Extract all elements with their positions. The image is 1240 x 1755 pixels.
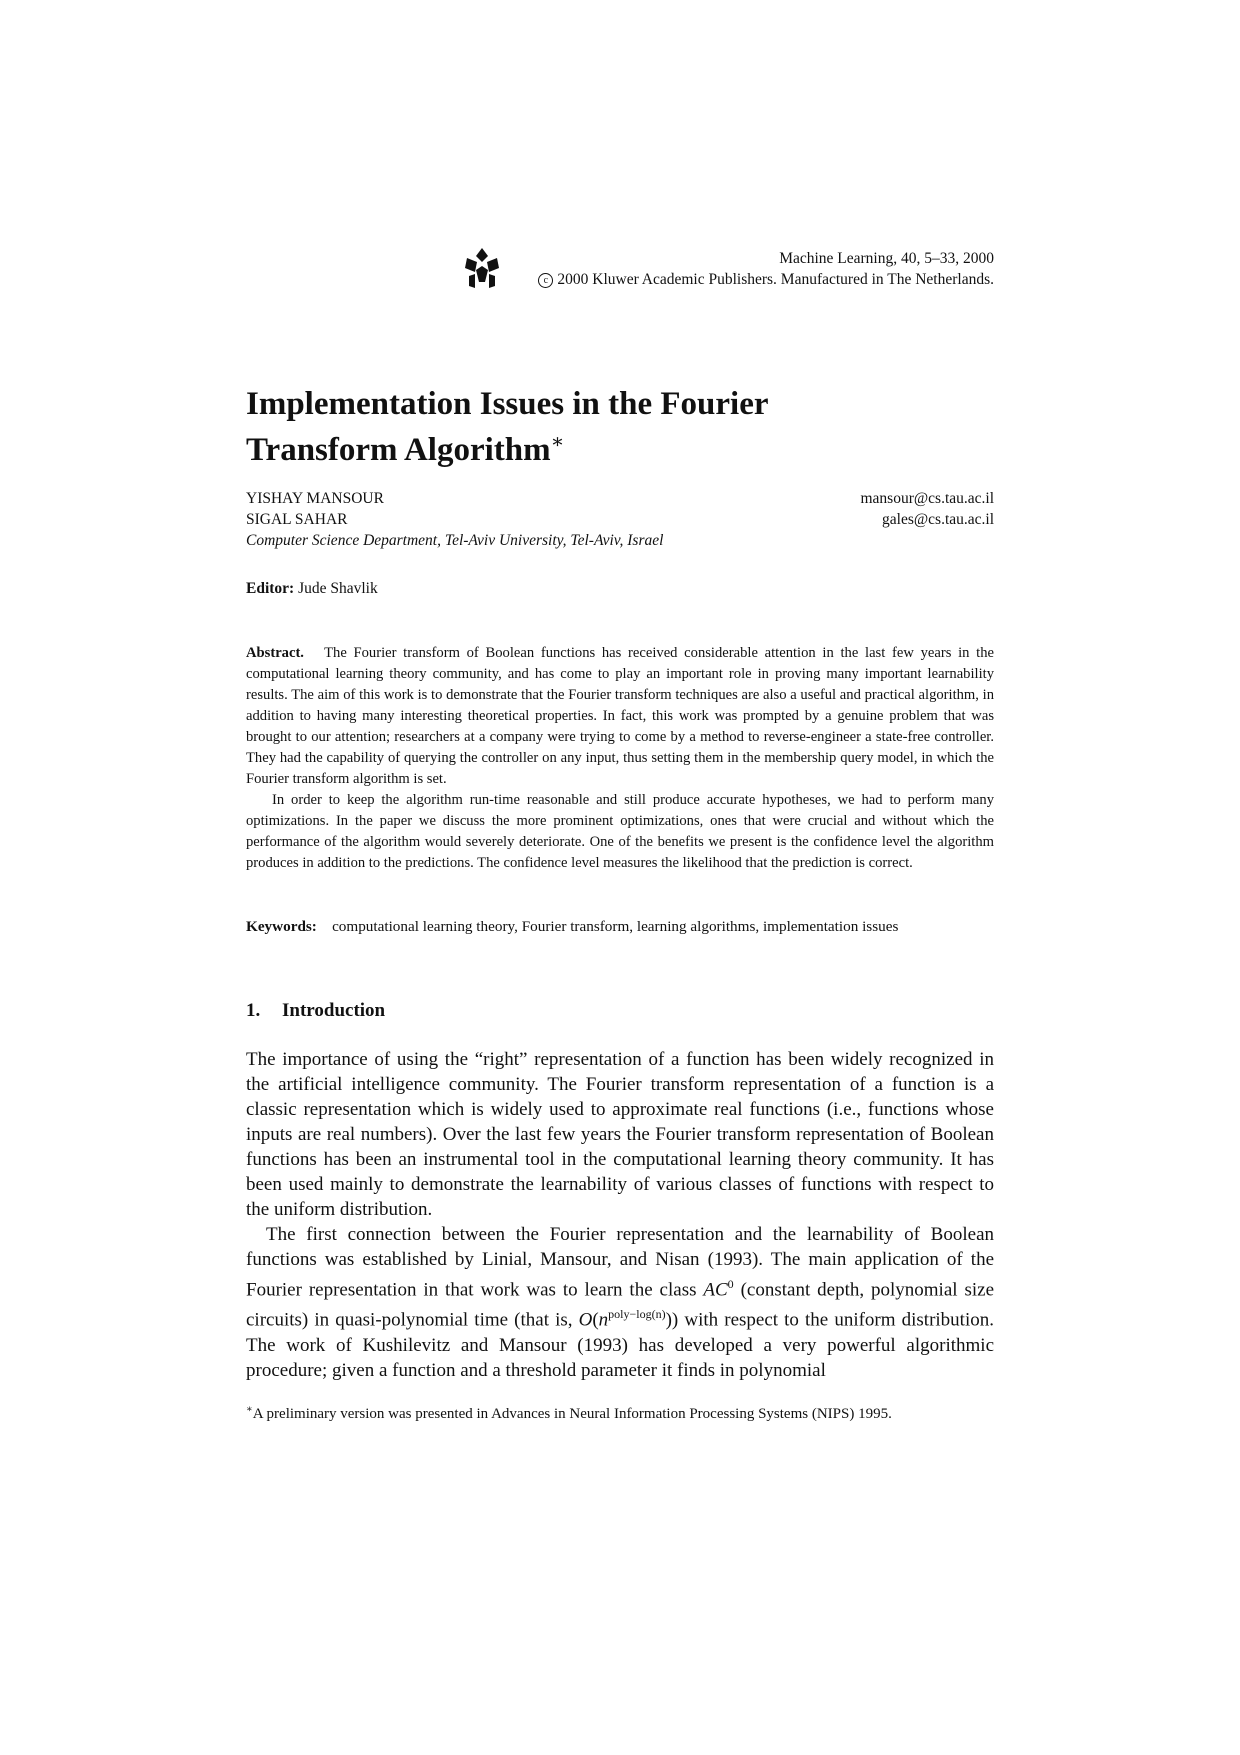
editor-label: Editor: — [246, 580, 295, 597]
intro-text: with respect to the uniform distribution. The work of Kushilevitz and Mansour (1993) has developed a very powerful algorithmic procedure; given a function and a threshold parameter it finds in polynomial — [246, 1309, 994, 1381]
footnote-text: A preliminary version was presented in Advances in Neural Information Processing Systems (NIPS) 1995. — [252, 1406, 892, 1422]
math-paren: ( — [592, 1309, 599, 1331]
title-line-1: Implementation Issues in the Fourier — [246, 386, 769, 422]
title-footnote-marker: ∗ — [550, 431, 565, 453]
editor-line — [246, 580, 378, 598]
copyright-line — [434, 269, 994, 290]
keywords-label: Keywords: — [246, 918, 317, 935]
abstract-text-1: The Fourier transform of Boolean functions has received considerable attention in the last few years in the computational learning theory community, and has come to play an important role in proving many important learnability results. The aim of this work is to demonstrate that the Fourier transform techniques are also a useful and practical algorithm, in addition to having many interesting theoretical properties. In fact, this work was prompted by a genuine problem that was brought to our attention; researchers at a company were trying to come by a method to reverse-engineer a state-free controller. They had the capability of querying the controller on any input, thus setting them in the membership query model, in which the Fourier transform algorithm is set. — [246, 645, 994, 787]
section-heading — [246, 1000, 385, 1022]
author-name: SIGAL SAHAR — [246, 511, 348, 528]
intro-paragraph-2 — [246, 1222, 994, 1383]
journal-citation: Machine Learning, 40, 5–33, 2000 — [779, 250, 994, 267]
abstract-paragraph-1 — [246, 643, 994, 790]
author-name: YISHAY MANSOUR — [246, 490, 384, 507]
author-email: gales@cs.tau.ac.il — [882, 511, 994, 528]
copyright-text: 2000 Kluwer Academic Publishers. Manufactured in The Netherlands. — [557, 271, 994, 288]
introduction-body — [246, 1047, 994, 1383]
title-line-2: Transform Algorithm — [246, 432, 551, 468]
editor-name: Jude Shavlik — [298, 580, 378, 597]
paper-title — [246, 385, 769, 469]
math-paren: )) — [665, 1309, 679, 1331]
author-email: mansour@cs.tau.ac.il — [860, 490, 994, 507]
footnote-marker: ∗ — [246, 1404, 253, 1415]
keywords-text: computational learning theory, Fourier transform, learning algorithms, implementation issues — [332, 918, 899, 935]
affiliation: Computer Science Department, Tel-Aviv University, Tel-Aviv, Israel — [246, 532, 664, 549]
abstract — [246, 643, 994, 874]
section-title: Introduction — [282, 1000, 386, 1021]
intro-text: (constant depth, polynomial size circuits) in quasi-polynomial time (that is, — [246, 1279, 994, 1331]
math-big-o: O — [578, 1309, 593, 1331]
section-number: 1. — [246, 1000, 261, 1021]
abstract-label: Abstract. — [246, 645, 304, 661]
copyright-icon: c — [538, 273, 553, 288]
abstract-paragraph-2: In order to keep the algorithm run-time reasonable and still produce accurate hypotheses, we had to perform many optimizations. In the paper we discuss the more prominent optimizations, ones that were crucial and without which the performance of the algorithm would severely deteriorate. One of the benefits we present is the confidence level the algorithm produces in addition to the predictions. The confidence level measures the likelihood that the prediction is correct. — [246, 792, 994, 871]
author-row — [246, 509, 994, 530]
math-class: AC — [703, 1279, 728, 1301]
author-row — [246, 488, 994, 509]
footnote — [246, 1404, 892, 1423]
intro-paragraph-1: The importance of using the “right” representation of a function has been widely recognized in the artificial intelligence community. The Fourier transform representation of a function is a classic representation which is widely used to approximate real functions (i.e., functions whose inputs are real numbers). Over the last few years the Fourier transform representation of Boolean functions has been an instrumental tool in the computational learning theory community. It has been used mainly to demonstrate the learnability of various classes of functions with respect to the uniform distribution. — [246, 1049, 994, 1220]
math-exponent: poly−log(n) — [608, 1307, 666, 1322]
intro-text: The first connection between the Fourier representation and the learnability of Boolean functions was established by Linial, Mansour, and Nisan (1993). The main application of the Fourier representation in that work was to learn the class — [246, 1224, 994, 1301]
journal-header — [434, 248, 994, 290]
keywords — [246, 918, 898, 936]
author-block — [246, 488, 994, 551]
math-class-superscript: 0 — [727, 1277, 734, 1291]
math-n: n — [598, 1309, 609, 1331]
